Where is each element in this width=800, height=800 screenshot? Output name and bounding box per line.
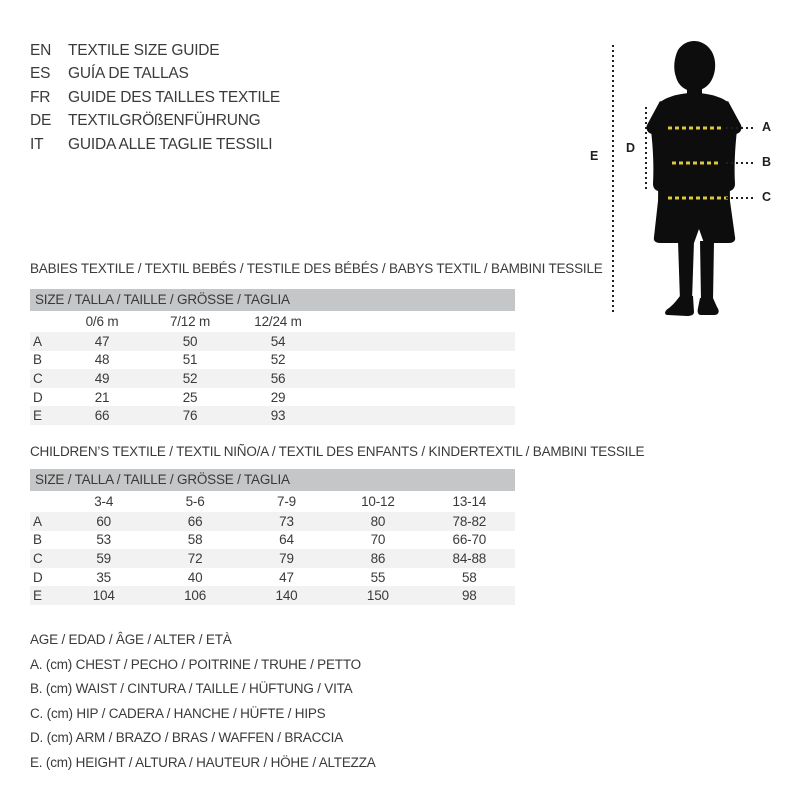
cell: 47 xyxy=(94,333,110,349)
cell: 58 xyxy=(461,569,477,585)
cell: 79 xyxy=(279,550,294,566)
marker-a: A xyxy=(762,120,771,134)
cell: 98 xyxy=(461,588,477,604)
legend-line-hip: C. (cm) HIP / CADERA / HANCHE / HÜFTE / HIPS xyxy=(30,705,326,721)
leader-line-b xyxy=(726,162,756,164)
language-row xyxy=(30,39,280,62)
language-title: TEXTILGRÖßENFÜHRUNG xyxy=(68,112,261,130)
measurement-legend xyxy=(30,628,376,776)
children-size-header-bar: SIZE / TALLA / TAILLE / GRÖSSE / TAGLIA xyxy=(30,469,515,491)
marker-c: C xyxy=(762,190,771,204)
table-row xyxy=(30,332,515,351)
marker-e: E xyxy=(590,149,599,163)
table-row xyxy=(30,406,515,425)
cell: 66 xyxy=(187,513,203,529)
cell: 35 xyxy=(96,569,111,585)
cell: 40 xyxy=(187,569,203,585)
column-header: 10-12 xyxy=(361,494,395,509)
babies-size-table xyxy=(30,311,515,425)
language-row xyxy=(30,109,280,132)
cell: 60 xyxy=(96,513,111,529)
marker-b: B xyxy=(762,155,771,169)
column-header: 7/12 m xyxy=(169,314,211,329)
children-size-table xyxy=(30,491,515,605)
cell: 86 xyxy=(370,550,386,566)
leader-line-a xyxy=(726,127,756,129)
cell: 66-70 xyxy=(452,532,487,548)
babies-table-body xyxy=(30,332,515,425)
cell: 73 xyxy=(279,513,294,529)
cell: 56 xyxy=(270,370,286,386)
table-row xyxy=(30,369,515,388)
cell: 93 xyxy=(270,408,286,424)
language-title: GUÍA DE TALLAS xyxy=(68,65,189,83)
table-row xyxy=(30,388,515,407)
cell: 106 xyxy=(184,588,207,604)
table-row xyxy=(30,512,515,531)
cell: 51 xyxy=(182,352,198,368)
marker-d: D xyxy=(626,141,635,155)
cell: 29 xyxy=(270,389,286,405)
cell: 72 xyxy=(187,550,203,566)
cell: 64 xyxy=(279,532,294,548)
language-title: GUIDE DES TAILLES TEXTILE xyxy=(68,88,281,106)
babies-column-header-row xyxy=(30,311,515,332)
table-row xyxy=(30,549,515,568)
cell: 52 xyxy=(182,370,198,386)
row-label: D xyxy=(33,389,43,405)
cell: 25 xyxy=(182,389,198,405)
cell: 84-88 xyxy=(452,550,487,566)
babies-section-title: BABIES TEXTILE / TEXTIL BEBÉS / TESTILE DES BÉBÉS / BABYS TEXTIL / BAMBINI TESSILE xyxy=(30,261,603,276)
children-column-header-row xyxy=(30,491,515,512)
cell: 21 xyxy=(94,389,110,405)
legend-line-arm: D. (cm) ARM / BRAZO / BRAS / WAFFEN / BRACCIA xyxy=(30,730,344,746)
table-row xyxy=(30,351,515,370)
language-title: GUIDA ALLE TAGLIE TESSILI xyxy=(68,135,273,153)
legend-line-height: E. (cm) HEIGHT / ALTURA / HAUTEUR / HÖHE / ALTEZZA xyxy=(30,754,376,770)
cell: 80 xyxy=(370,513,386,529)
cell: 47 xyxy=(279,569,294,585)
cell: 150 xyxy=(366,588,389,604)
row-label: D xyxy=(33,569,43,585)
cell: 140 xyxy=(275,588,298,604)
children-section-title: CHILDREN’S TEXTILE / TEXTIL NIÑO/A / TEXTIL DES ENFANTS / KINDERTEXTIL / BAMBINI TESSILE xyxy=(30,444,645,459)
row-label: A xyxy=(33,513,42,529)
language-code: FR xyxy=(30,88,51,106)
row-label: E xyxy=(33,408,42,424)
table-row xyxy=(30,586,515,605)
language-row xyxy=(30,86,280,109)
cell: 54 xyxy=(270,333,286,349)
cell: 49 xyxy=(94,370,110,386)
row-label: B xyxy=(33,352,42,368)
babies-size-header-bar: SIZE / TALLA / TAILLE / GRÖSSE / TAGLIA xyxy=(30,289,515,311)
cell: 52 xyxy=(270,352,286,368)
table-row xyxy=(30,531,515,550)
cell: 59 xyxy=(96,550,111,566)
language-list xyxy=(30,39,280,156)
row-label: E xyxy=(33,588,42,604)
column-header: 7-9 xyxy=(277,494,296,509)
legend-line-waist: B. (cm) WAIST / CINTURA / TAILLE / HÜFTUNG / VITA xyxy=(30,681,353,697)
column-header: 12/24 m xyxy=(254,314,302,329)
cell: 104 xyxy=(92,588,115,604)
legend-line-age: AGE / EDAD / ÂGE / ALTER / ETÀ xyxy=(30,632,232,647)
column-header: 3-4 xyxy=(94,494,114,509)
cell: 66 xyxy=(94,408,110,424)
cell: 76 xyxy=(182,408,198,424)
legend-line-chest: A. (cm) CHEST / PECHO / POITRINE / TRUHE / PETTO xyxy=(30,656,361,672)
column-header: 13-14 xyxy=(452,494,487,509)
children-table-body xyxy=(30,512,515,605)
cell: 70 xyxy=(370,532,386,548)
language-code: DE xyxy=(30,112,52,130)
cell: 48 xyxy=(94,352,110,368)
cell: 55 xyxy=(370,569,386,585)
child-silhouette xyxy=(642,38,762,318)
language-row xyxy=(30,133,280,156)
cell: 50 xyxy=(182,333,198,349)
language-code: ES xyxy=(30,65,51,83)
height-measure-line-e xyxy=(612,45,614,313)
leader-line-c xyxy=(726,197,756,199)
column-header: 0/6 m xyxy=(85,314,119,329)
language-code: IT xyxy=(30,135,44,153)
language-title: TEXTILE SIZE GUIDE xyxy=(68,42,220,59)
cell: 53 xyxy=(96,532,111,548)
row-label: C xyxy=(33,550,43,566)
cell: 58 xyxy=(187,532,203,548)
row-label: A xyxy=(33,333,42,349)
cell: 78-82 xyxy=(452,513,487,529)
language-code: EN xyxy=(30,42,52,59)
row-label: B xyxy=(33,532,42,548)
language-row xyxy=(30,62,280,85)
table-row xyxy=(30,568,515,587)
row-label: C xyxy=(33,370,43,386)
column-header: 5-6 xyxy=(185,494,205,509)
